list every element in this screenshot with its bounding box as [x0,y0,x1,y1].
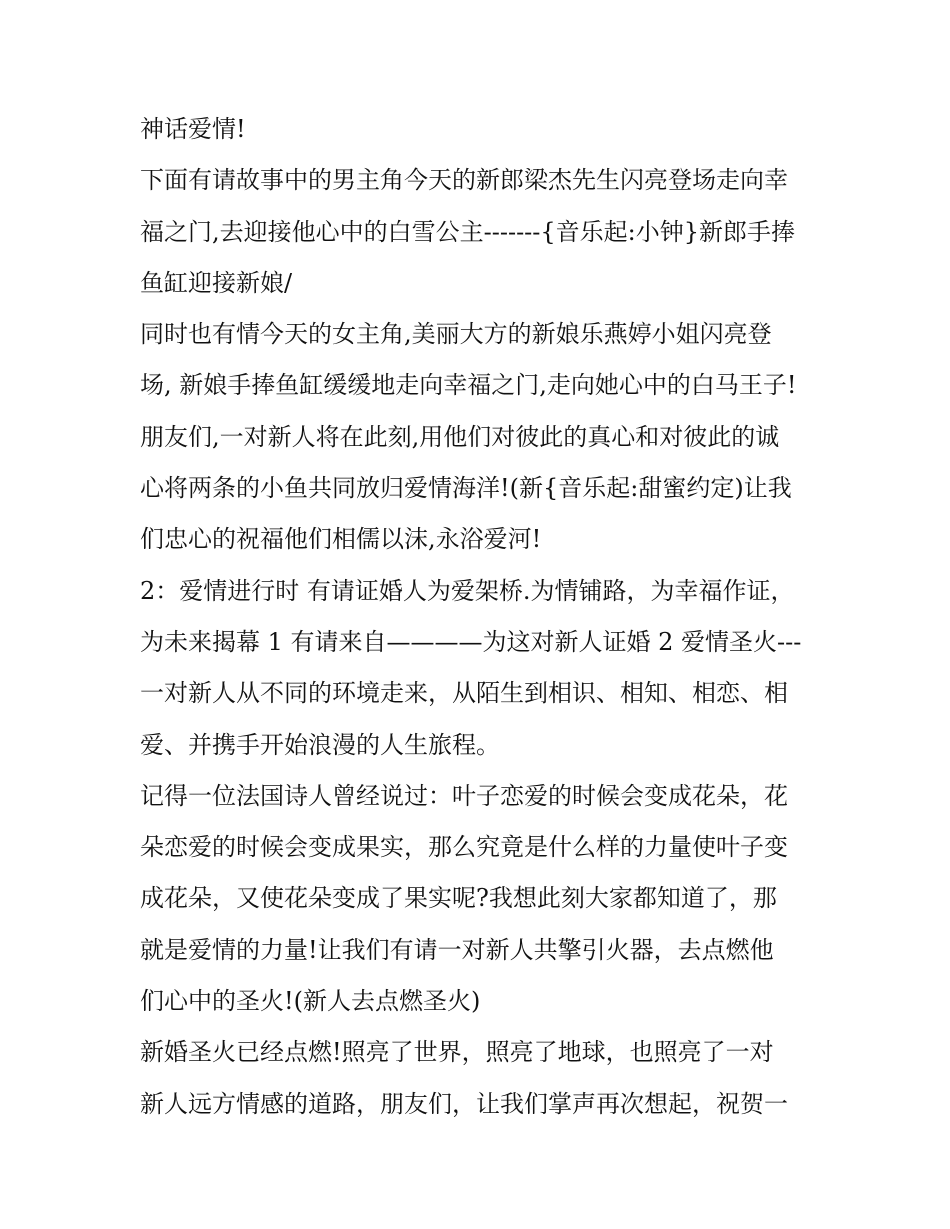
document-body [140,104,820,1130]
text-line: 一对新人从不同的环境走来，从陌生到相识、相知、相恋、相 [140,679,788,708]
text-line: 2：爱情进行时 有请证婚人为爱架桥.为情铺路，为幸福作证， [140,576,795,605]
text-line: 爱、并携手开始浪漫的人生旅程。 [140,730,500,759]
text-line: 福之门,去迎接他心中的白雪公主-------{音乐起:小钟}新郎手捧 [140,217,796,246]
text-line: 朵恋爱的时候会变成果实，那么究竟是什么样的力量使叶子变 [140,833,788,862]
text-line: 为未来揭幕 1 有请来自————为这对新人证婚 2 爱情圣火--- [140,627,802,656]
text-line: 下面有请故事中的男主角今天的新郎梁杰先生闪亮登场走向幸 [140,166,788,195]
text-line: 们心中的圣火!(新人去点燃圣火) [140,987,481,1016]
text-line: 记得一位法国诗人曾经说过：叶子恋爱的时候会变成花朵，花 [140,781,788,810]
text-line: 成花朵，又使花朵变成了果实呢?我想此刻大家都知道了，那 [140,884,777,913]
text-line: 新婚圣火已经点燃!照亮了世界，照亮了地球，也照亮了一对 [140,1038,774,1067]
text-line: 场, 新娘手捧鱼缸缓缓地走向幸福之门,走向她心中的白马王子! [140,371,797,400]
text-line: 心将两条的小鱼共同放归爱情海洋!(新{音乐起:甜蜜约定)让我 [140,474,792,503]
text-line: 神话爱情! [140,115,246,143]
text-line: 们忠心的祝福他们相儒以沫,永浴爱河! [140,525,542,554]
text-line: 朋友们,一对新人将在此刻,用他们对彼此的真心和对彼此的诚 [140,422,780,451]
text-line: 鱼缸迎接新娘/ [140,268,293,297]
text-line: 就是爱情的力量!让我们有请一对新人共擎引火器，去点燃他 [140,935,774,964]
text-line: 新人远方情感的道路，朋友们，让我们掌声再次想起，祝贺一 [140,1089,788,1118]
text-line: 同时也有情今天的女主角,美丽大方的新娘乐燕婷小姐闪亮登 [140,320,772,349]
